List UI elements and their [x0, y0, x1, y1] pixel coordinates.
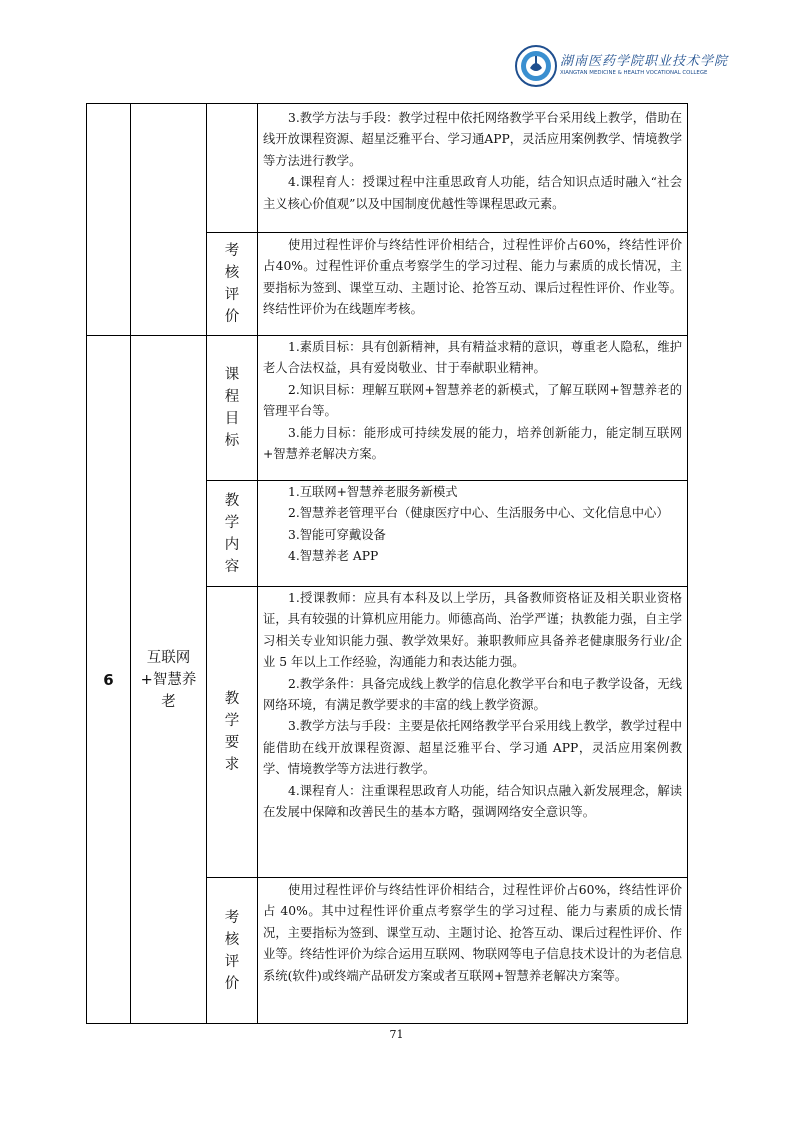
paragraph: 使用过程性评价与终结性评价相结合，过程性评价占60%，终结性评价占 40%。其中过程性评价重点考察学生的学习过程、能力与素质的成长情况，主要指标为签到、课堂互动、主题讨论、抢答互动、课后过程性评价、作业等。终结性评价为综合运用互联网、物联网等电子信息技术设计的为老信息系统(软件)或终端产品研发方案或者互联网+智慧养老解决方案等。	[263, 883, 682, 983]
college-name-cn: 湖南医药学院职业技术学院	[560, 54, 729, 69]
college-logo	[514, 44, 729, 88]
section-assessment	[258, 878, 687, 1023]
prev-assessment	[258, 233, 687, 335]
paragraph: 3.教学方法与手段：主要是依托网络教学平台采用线上教学，教学过程中能借助在线开放课程资源、超星泛雅平台、学习通 APP，灵活应用案例教学、情境教学等方法进行教学。	[263, 719, 682, 777]
section-label-objectives: 课程目标	[224, 367, 240, 449]
course-name: 互联网+智慧养老	[140, 649, 197, 710]
paragraph: 2.知识目标：理解互联网+智慧养老的新模式，了解互联网+智慧养老的管理平台等。	[263, 382, 682, 419]
college-emblem-icon	[514, 44, 558, 88]
paragraph: 3.教学方法与手段：教学过程中依托网络教学平台采用线上教学，借助在线开放课程资源、超星泛雅平台、学习通APP，灵活应用案例教学、情境教学等方法进行教学。	[263, 111, 682, 168]
section-requirements	[258, 587, 687, 877]
section-objectives	[258, 336, 687, 480]
paragraph: 使用过程性评价与终结性评价相结合，过程性评价占60%，终结性评价占40%。过程性评价重点考察学生的学习过程、能力与素质的成长情况，主要指标为签到、课堂互动、主题讨论、抢答互动、课后过程性评价、作业等。终结性评价为在线题库考核。	[263, 238, 682, 317]
curriculum-table	[86, 103, 688, 1024]
prev-assessment-label: 考核评价	[224, 243, 240, 325]
section-label-content: 教学内容	[224, 492, 240, 575]
paragraph: 4.智慧养老 APP	[288, 549, 379, 564]
paragraph: 1.素质目标：具有创新精神，具有精益求精的意识，尊重老人隐私，维护老人合法权益，具有爱岗敬业、甘于奉献职业精神。	[263, 340, 682, 376]
page-number: 71	[389, 1028, 404, 1041]
paragraph: 2.教学条件：具备完成线上教学的信息化教学平台和电子教学设备，无线网络环境，有满足教学要求的丰富的线上教学资源。	[263, 676, 682, 713]
paragraph: 3.能力目标：能形成可持续发展的能力，培养创新能力，能定制互联网+智慧养老解决方案。	[263, 425, 682, 462]
section-label-assessment: 考核评价	[224, 909, 240, 992]
prev-teaching-requirements	[258, 103, 687, 232]
paragraph: 1.授课教师：应具有本科及以上学历，具备教师资格证及相关职业资格证，具有较强的计算机应用能力。师德高尚、治学严谨；执教能力强，自主学习相关专业知识能力强、教学效果好。兼职教师应具备养老健康服务行业/企业 5 年以上工作经验，沟通能力和表达能力强。	[263, 591, 682, 670]
paragraph: 4.课程育人：授课过程中注重思政育人功能，结合知识点适时融入“社会主义核心价值观”以及中国制度优越性等课程思政元素。	[263, 175, 682, 211]
paragraph: 4.课程育人：注重课程思政育人功能，结合知识点融入新发展理念，解读在发展中保障和改善民生的基本方略，强调网络安全意识等。	[263, 783, 682, 820]
paragraph: 3.智能可穿戴设备	[288, 527, 386, 542]
paragraph: 1.互联网+智慧养老服务新模式	[288, 485, 458, 499]
paragraph: 2.智慧养老管理平台（健康医疗中心、生活服务中心、文化信息中心）	[288, 506, 669, 521]
row-number: 6	[103, 670, 114, 689]
section-content	[258, 481, 687, 586]
section-label-requirements: 教学要求	[224, 691, 240, 773]
college-name-en: XIANGTAN MEDICINE & HEALTH VOCATIONAL COLLEGE	[560, 70, 708, 76]
